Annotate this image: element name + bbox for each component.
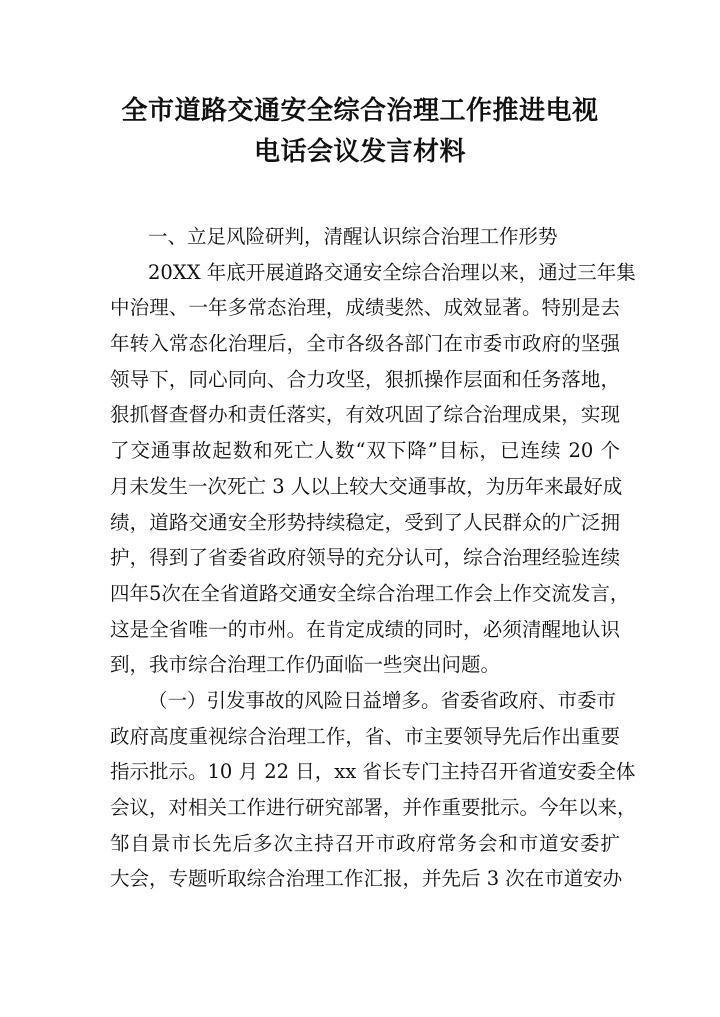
body-line: 20XX 年底开展道路交通安全综合治理以来，通过三年集 xyxy=(148,260,636,284)
body-line: 四年5次在全省道路交通安全综合治理工作会上作交流发言， xyxy=(110,581,630,605)
body-line: 政府高度重视综合治理工作，省、市主要领导先后作出重要 xyxy=(110,724,620,748)
body-line: 这是全省唯一的市州。在肯定成绩的同时，必须清醒地认识 xyxy=(110,617,620,641)
body-line: 大会，专题听取综合治理工作汇报，并先后 3 次在市道安办 xyxy=(110,867,623,891)
body-line: 会议，对相关工作进行研究部署，并作重要批示。今年以来， xyxy=(110,796,637,819)
body-line: 了交通事故起数和死亡人数“双下降”目标，已连续 20 个 xyxy=(110,439,620,463)
body-line: 狠抓督查督办和责任落实，有效巩固了综合治理成果，实现 xyxy=(110,403,620,427)
body-line: 年转入常态化治理后，全市各级各部门在市委市政府的坚强 xyxy=(110,332,620,356)
body-line: 邹自景市长先后多次主持召开市政府常务会和市道安委扩 xyxy=(110,831,620,855)
body-line: （一）引发事故的风险日益增多。省委省政府、市委市 xyxy=(148,688,617,712)
body-line: 指示批示。10 月 22 日，xx 省长专门主持召开省道安委全体 xyxy=(110,760,636,784)
document-title-line-2: 电话会议发言材料 xyxy=(253,137,466,167)
document-title-line-1: 全市道路交通安全综合治理工作推进电视 xyxy=(121,96,599,126)
body-line: 绩，道路交通安全形势持续稳定，受到了人民群众的广泛拥 xyxy=(110,510,620,534)
document-body xyxy=(110,219,637,897)
body-line: 领导下，同心同向、合力攻坚，狠抓操作层面和任务落地， xyxy=(110,367,620,391)
body-line: 护，得到了省委省政府领导的充分认可，综合治理经验连续 xyxy=(110,546,620,570)
body-line: 中治理、一年多常态治理，成绩斐然、成效显著。特别是去 xyxy=(110,296,620,320)
body-line: 一、立足风险研判，清醒认识综合治理工作形势 xyxy=(148,225,558,248)
body-line: 月未发生一次死亡 3 人以上较大交通事故，为历年来最好成 xyxy=(110,474,623,498)
body-line: 到，我市综合治理工作仍面临一些突出问题。 xyxy=(110,653,501,677)
